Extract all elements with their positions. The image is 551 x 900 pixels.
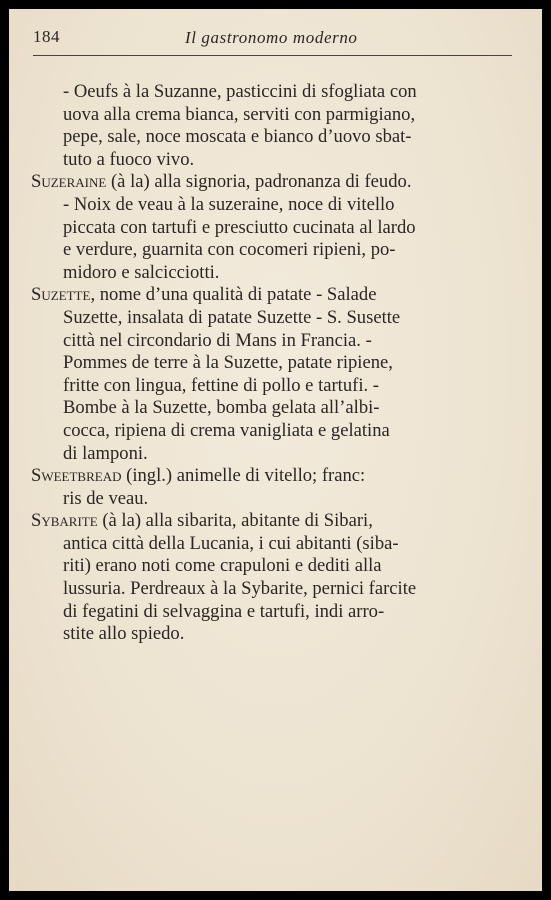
text-line: cocca, ripiena di crema vanigliata e gelatina — [63, 419, 390, 441]
entry-suzeraine — [21, 171, 516, 284]
text-line: - Oeufs à la Suzanne, pasticcini di sfogliata con — [63, 81, 417, 102]
text-line: tuto a fuoco vivo. — [63, 148, 195, 170]
text-line: Bombe à la Suzette, bomba gelata all’albi- — [63, 397, 380, 419]
text-line: piccata con tartufi e presciutto cucinata al lardo — [63, 216, 416, 238]
text-line: stite allo spiedo. — [63, 623, 185, 645]
entry-first-line — [21, 510, 516, 533]
entry-first-line — [21, 171, 516, 194]
book-page — [9, 9, 542, 891]
text-line: Suzette, insalata di patate Suzette - S. Susette — [63, 306, 401, 328]
text-line: di lamponi. — [63, 442, 148, 464]
entry-first-line — [21, 465, 516, 488]
entry-headword: Sybarite — [31, 510, 98, 532]
entry-first-text: , nome d’una qualità di patate - Salade — [90, 284, 377, 306]
text-line: città nel circondario di Mans in Francia. - — [63, 329, 372, 351]
text-line: di fegatini di selvaggina e tartufi, indi arro- — [63, 600, 385, 622]
text-line: fritte con lingua, fettine di pollo e tartufi. - — [63, 374, 379, 396]
text-line: antica città della Lucania, i cui abitanti (siba- — [63, 532, 399, 554]
entry-sybarite — [21, 510, 516, 646]
page-header — [33, 25, 513, 51]
text-line: riti) erano noti come crapuloni e dediti alla — [63, 555, 382, 577]
entry-headword: Suzette — [31, 284, 91, 306]
running-title: Il gastronomo moderno — [185, 28, 358, 47]
text-line: uova alla crema bianca, serviti con parmigiano, — [63, 103, 416, 125]
entry-headword: Suzeraine — [31, 171, 107, 193]
entry-sweetbread — [21, 465, 516, 510]
text-line: midoro e salcicciotti. — [63, 261, 220, 283]
text-line: Pommes de terre à la Suzette, patate ripiene, — [63, 352, 393, 374]
text-line: ris de veau. — [63, 487, 149, 509]
text-line: e verdure, guarnita con cocomeri ripieni, po- — [63, 239, 396, 261]
entry-first-text: (à la) alla sibarita, abitante di Sibari, — [97, 510, 373, 532]
entry-suzanne-continued — [21, 81, 516, 171]
header-rule — [33, 55, 512, 56]
entry-first-text: (ingl.) animelle di vitello; franc: — [121, 465, 366, 487]
text-line: lussuria. Perdreaux à la Sybarite, pernici farcite — [63, 578, 417, 600]
entry-headword: Sweetbread — [31, 465, 122, 487]
entries-list — [21, 81, 516, 646]
page-number: 184 — [33, 27, 60, 46]
text-line: pepe, sale, noce moscata e bianco d’uovo sbat- — [63, 126, 412, 148]
text-line: - Noix de veau à la suzeraine, noce di vitello — [63, 193, 395, 215]
entry-suzette — [21, 284, 516, 465]
entry-first-line — [21, 284, 516, 307]
entry-first-text: (à la) alla signoria, padronanza di feudo. — [106, 171, 412, 193]
